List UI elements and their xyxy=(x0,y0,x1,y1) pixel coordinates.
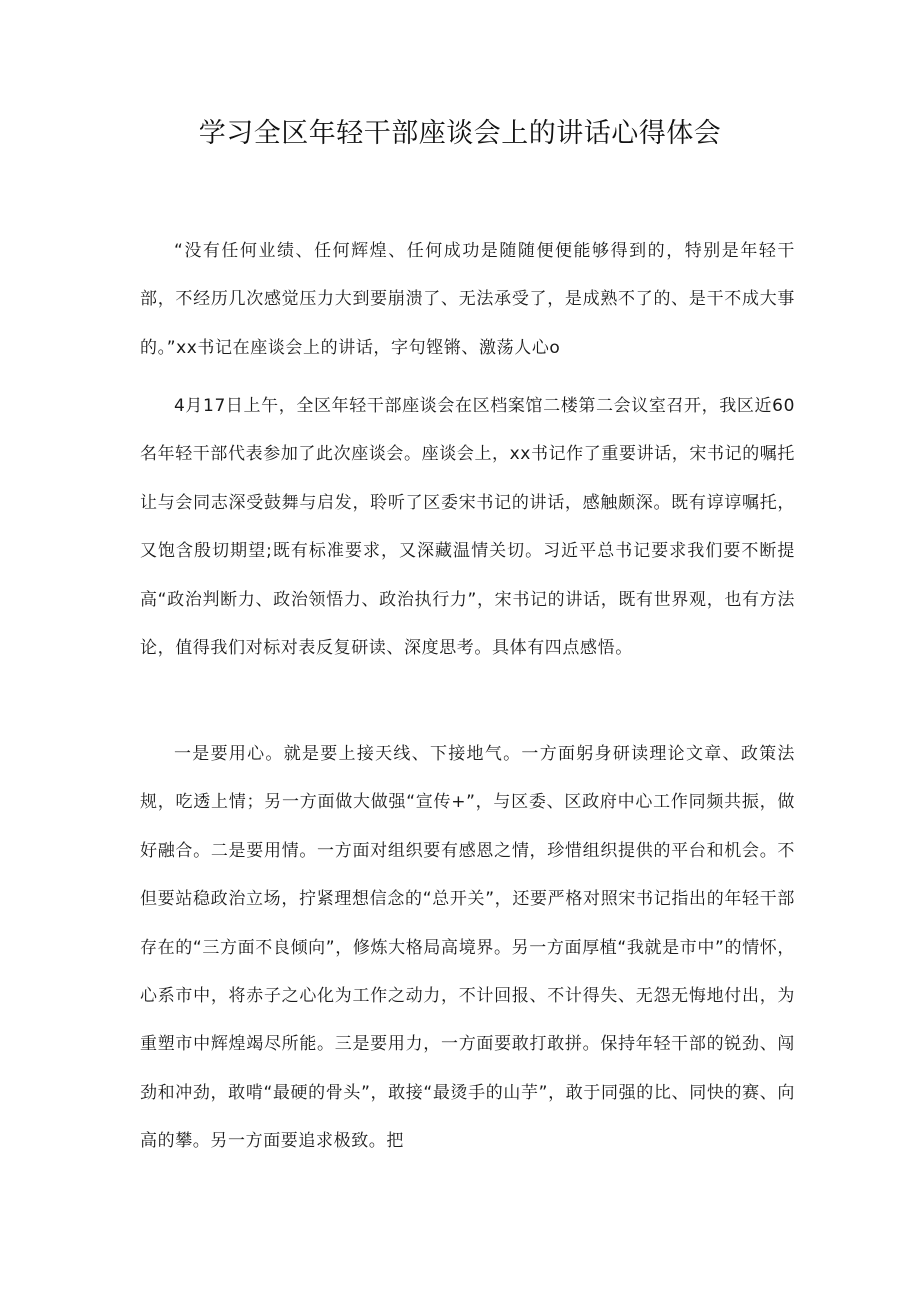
paragraph-meeting: 4月17日上午，全区年轻干部座谈会在区档案馆二楼第二会议室召开，我区近60名年轻干部代表参加了此次座谈会。座谈会上，xx书记作了重要讲话，宋书记的嘱托让与会同志深受鼓舞与启发，聆听了区委宋书记的讲话，感触颇深。既有谆谆嘱托，又饱含殷切期望;既有标准要求，又深藏温情关切。习近平总书记要求我们要不断提高“政治判断力、政治领悟力、政治执行力”，宋书记的讲话，既有世界观，也有方法论，值得我们对标对表反复研读、深度思考。具体有四点感悟。 xyxy=(140,396,795,659)
document-title: 学习全区年轻干部座谈会上的讲话心得体会 xyxy=(198,118,722,149)
paragraph-insights: 一是要用心。就是要上接天线、下接地气。一方面躬身研读理论文章、政策法规，吃透上情；另一方面做大做强“宣传+”，与区委、区政府中心工作同频共振，做好融合。二是要用情。一方面对组织要有感恩之情，珍惜组织提供的平台和机会。不但要站稳政治立场，拧紧理想信念的“总开关”，还要严格对照宋书记指出的年轻干部存在的“三方面不良倾向”，修炼大格局高境界。另一方面厚植“我就是市中”的情怀，心系市中，将赤子之心化为工作之动力，不计回报、不计得失、无怨无悔地付出，为重塑市中辉煌竭尽所能。三是要用力，一方面要敢打敢拼。保持年轻干部的锐劲、闯劲和冲劲，敢啃“最硬的骨头”，敢接“最烫手的山芋”，敢于同强的比、同快的赛、向高的攀。另一方面要追求极致。把 xyxy=(140,744,795,1152)
paragraph-quote: “没有任何业绩、任何辉煌、任何成功是随随便便能够得到的，特别是年轻干部，不经历几次感觉压力大到要崩溃了、无法承受了，是成熟不了的、是干不成大事的。”xx书记在座谈会上的讲话，字句铿锵、激荡人心o xyxy=(140,241,795,358)
